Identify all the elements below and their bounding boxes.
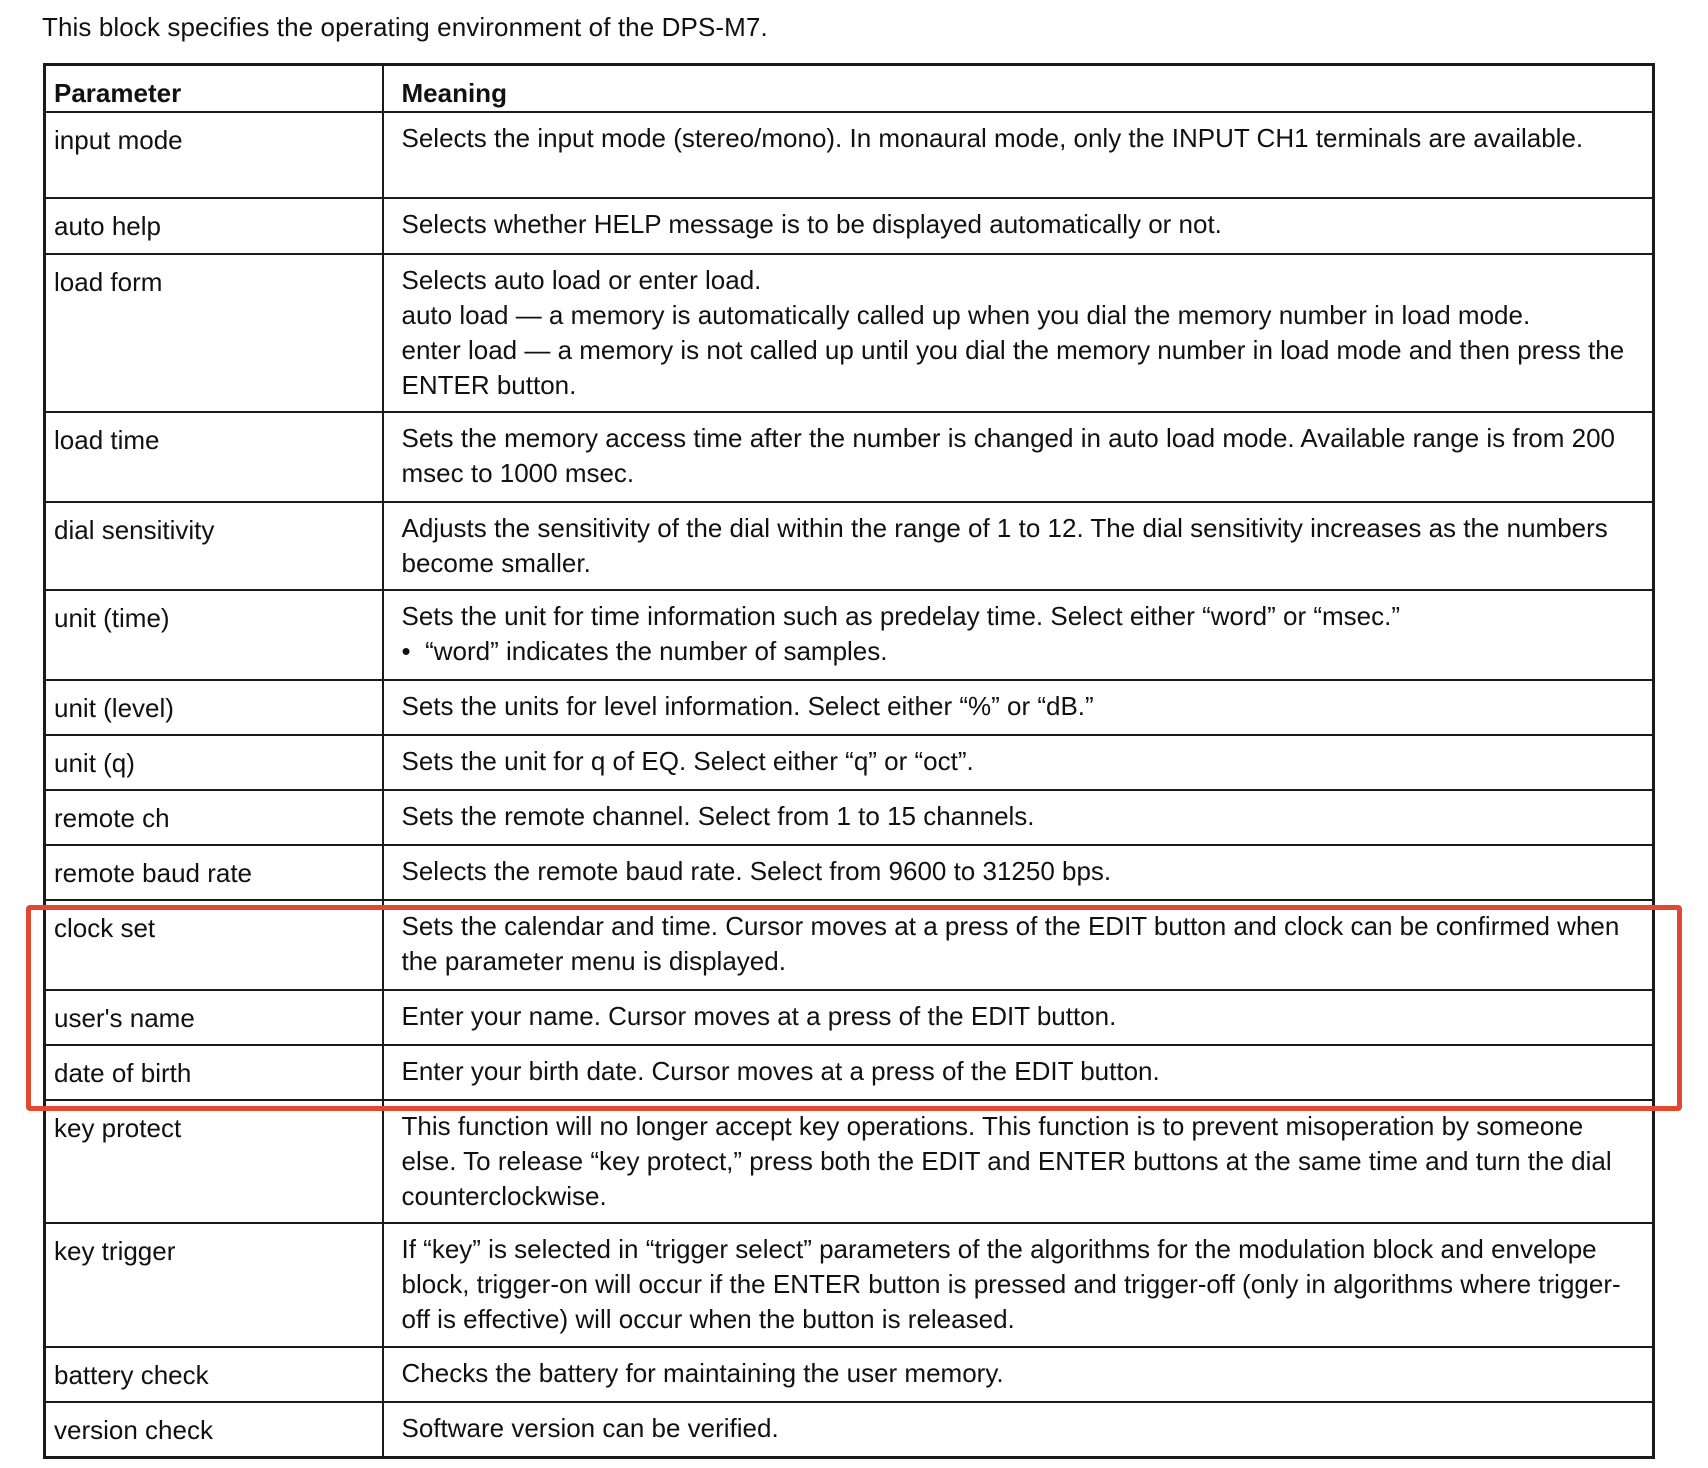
parameter-cell: input mode (45, 112, 383, 198)
parameter-cell: date of birth (45, 1045, 383, 1100)
meaning-text: Sets the units for level information. Select either “%” or “dB.” (401, 691, 1094, 721)
table-row (45, 680, 1654, 735)
intro-text: This block specifies the operating environment of the DPS-M7. (42, 12, 768, 42)
parameter-column-header: Parameter (45, 65, 383, 113)
meaning-text: Sets the memory access time after the number is changed in auto load mode. Available range is from 200 msec to 1000 msec. (401, 423, 1616, 488)
meaning-cell (383, 1045, 1654, 1100)
table-row (45, 1100, 1654, 1223)
meaning-column-header: Meaning (383, 65, 1654, 113)
meaning-text: Selects the input mode (stereo/mono). In monaural mode, only the INPUT CH1 terminals are available. (401, 123, 1584, 153)
table-row (45, 735, 1654, 790)
meaning-text: Software version can be verified. (401, 1413, 779, 1443)
parameter-cell: unit (time) (45, 590, 383, 680)
bullet-note: • “word” indicates the number of samples. (402, 634, 1641, 669)
meaning-cell (383, 900, 1654, 990)
parameter-cell: auto help (45, 198, 383, 254)
meaning-text: Sets the calendar and time. Cursor moves at a press of the EDIT button and clock can be confirmed when the parameter menu is displayed. (401, 911, 1620, 976)
meaning-cell (383, 1100, 1654, 1223)
parameter-cell: key protect (45, 1100, 383, 1223)
parameter-cell: load form (45, 254, 383, 412)
meaning-text: Selects the remote baud rate. Select from 9600 to 31250 bps. (401, 856, 1112, 886)
table-row (45, 502, 1654, 590)
parameter-table (43, 63, 1655, 1459)
table-row (45, 590, 1654, 680)
meaning-text: Selects auto load or enter load. (401, 265, 762, 295)
meaning-cell (383, 790, 1654, 845)
meaning-cell (383, 680, 1654, 735)
table-row-highlighted (45, 990, 1654, 1045)
meaning-cell (383, 1347, 1654, 1402)
parameter-cell: dial sensitivity (45, 502, 383, 590)
meaning-cell (383, 845, 1654, 900)
meaning-text: Selects whether HELP message is to be displayed automatically or not. (401, 209, 1222, 239)
table-header-row (45, 65, 1654, 113)
table-row (45, 112, 1654, 198)
meaning-text: If “key” is selected in “trigger select” parameters of the algorithms for the modulation block and envelope block, trigger-on will occur if the ENTER button is pressed and trigger-off (only in algorithms where trigger-off is effective) will occur when the button is released. (401, 1234, 1621, 1334)
meaning-cell (383, 1402, 1654, 1458)
meaning-text: Enter your birth date. Cursor moves at a press of the EDIT button. (401, 1056, 1160, 1086)
meaning-cell (383, 198, 1654, 254)
parameter-cell: battery check (45, 1347, 383, 1402)
parameter-cell: version check (45, 1402, 383, 1458)
table-row-highlighted (45, 1045, 1654, 1100)
parameter-cell: user's name (45, 990, 383, 1045)
meaning-cell (383, 112, 1654, 198)
table-row (45, 1402, 1654, 1458)
table-row (45, 845, 1654, 900)
table-row (45, 254, 1654, 412)
parameter-cell: remote baud rate (45, 845, 383, 900)
meaning-text: Sets the unit for time information such as predelay time. Select either “word” or “msec.” (401, 601, 1400, 631)
parameter-cell: unit (q) (45, 735, 383, 790)
parameter-cell: clock set (45, 900, 383, 990)
meaning-text: Enter your name. Cursor moves at a press of the EDIT button. (401, 1001, 1117, 1031)
meaning-cell (383, 735, 1654, 790)
meaning-cell (383, 1223, 1654, 1347)
meaning-cell (383, 590, 1654, 680)
meaning-text: Adjusts the sensitivity of the dial within the range of 1 to 12. The dial sensitivity increases as the numbers become smaller. (401, 513, 1608, 578)
meaning-text: Sets the remote channel. Select from 1 to 15 channels. (401, 801, 1035, 831)
meaning-text: auto load — a memory is automatically called up when you dial the memory number in load mode. (401, 300, 1531, 330)
table-row (45, 790, 1654, 845)
table-row (45, 198, 1654, 254)
meaning-cell (383, 254, 1654, 412)
parameter-cell: load time (45, 412, 383, 502)
meaning-cell (383, 412, 1654, 502)
table-row-highlighted (45, 900, 1654, 990)
table-row (45, 412, 1654, 502)
meaning-cell (383, 502, 1654, 590)
meaning-text: This function will no longer accept key operations. This function is to prevent misoperation by someone else. To release “key protect,” press both the EDIT and ENTER buttons at the same time and turn the dial counterclockwise. (401, 1111, 1612, 1211)
meaning-cell (383, 990, 1654, 1045)
table-row (45, 1347, 1654, 1402)
parameter-cell: remote ch (45, 790, 383, 845)
parameter-cell: key trigger (45, 1223, 383, 1347)
meaning-text: Checks the battery for maintaining the user memory. (401, 1358, 1004, 1388)
meaning-text: Sets the unit for q of EQ. Select either “q” or “oct”. (401, 746, 974, 776)
table-row (45, 1223, 1654, 1347)
parameter-cell: unit (level) (45, 680, 383, 735)
meaning-text: enter load — a memory is not called up until you dial the memory number in load mode and then press the ENTER button. (401, 335, 1625, 400)
